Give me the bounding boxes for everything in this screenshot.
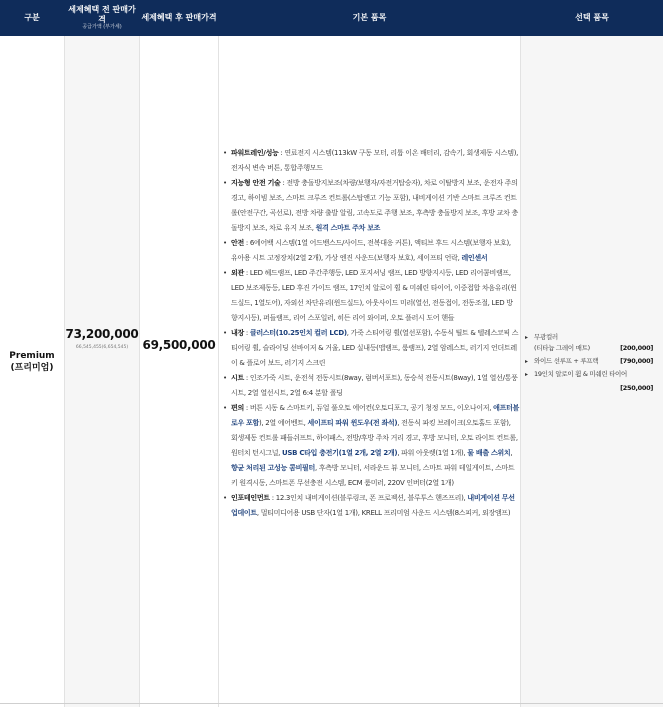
divider bbox=[218, 36, 219, 707]
basic-item-highlight: 물 배출 스위치 bbox=[467, 449, 511, 457]
bottom-rule bbox=[0, 703, 663, 704]
basic-item-text: : 6에어백 시스템(1열 어드밴스드/사이드, 전복대응 커튼), 액티브 후드 시스템(보행자 보호), 유아용 시트 고정장치(2열 2개), 가상 엔진 사운드(보행자 보호), 세이프티 언락, bbox=[231, 239, 511, 262]
basic-item-highlight: 애프터블로우 포함 bbox=[231, 404, 519, 427]
basic-item-text: , 멀티미디어용 USB 단자(1열 1개), KRELL 프리미엄 사운드 시스템(8스피커, 외장앰프) bbox=[256, 509, 511, 517]
divider bbox=[64, 36, 65, 707]
basic-item-text: : 인조가죽 시트, 운전석 전동시트(8way, 럼버서포트), 동승석 전동시트(8way), 1열 열선/통풍시트, 2열 열선시트, 2열 6:4 분할 폴딩 bbox=[231, 374, 518, 397]
basic-item-highlight: 클러스터(10.25인치 컬러 LCD) bbox=[249, 329, 347, 337]
basic-item-category: 시트 bbox=[231, 374, 244, 382]
basic-item-text: , 파워 아웃렛(1열 1개), bbox=[397, 449, 468, 457]
option-item bbox=[525, 369, 653, 394]
option-name: ▸ 19인치 알로이 휠 & 미쉐린 타이어 bbox=[534, 370, 628, 378]
basic-item bbox=[222, 146, 519, 176]
option-item bbox=[525, 332, 653, 354]
header-price-before-sub: 공급가액 (부가세) bbox=[82, 23, 122, 30]
option-price: [200,000] bbox=[620, 344, 653, 352]
divider bbox=[520, 36, 521, 707]
trim-name-ko: (프리미엄) bbox=[10, 363, 54, 374]
basic-item bbox=[222, 326, 519, 371]
basic-item-text: : 버튼 시동 & 스마트키, 듀얼 풀오토 에어컨(오토디포그, 공기 청정 모드, 이오나이저, bbox=[243, 404, 494, 412]
basic-item-category: 외관 bbox=[231, 269, 244, 277]
basic-item bbox=[222, 371, 519, 401]
trim-name-en: Premium bbox=[9, 351, 55, 361]
basic-item-highlight: 내비게이션 무선 업데이트 bbox=[231, 494, 515, 517]
basic-item-category: 지능형 안전 기술 bbox=[231, 179, 281, 187]
option-item bbox=[525, 356, 653, 367]
basic-item-text: , 후측방 모니터, 서라운드 뷰 모니터, 스마트 파워 테일게이트, 스마트키 원격시동, 스마트폰 무선충전 시스템, ECM 룸미러, 220V 인버터(2열 1개) bbox=[231, 464, 515, 487]
basic-item bbox=[222, 176, 519, 236]
header-price-after: 세제혜택 후 판매가격 bbox=[141, 13, 217, 23]
basic-item-highlight: USB C타입 충전기(1열 2개, 2열 2개) bbox=[282, 449, 398, 457]
basic-item-highlight: 원격 스마트 주차 보조 bbox=[315, 224, 381, 232]
option-price: [250,000] bbox=[620, 384, 653, 392]
basic-item bbox=[222, 401, 519, 491]
option-name: ▸ 무광컬러 bbox=[534, 333, 558, 341]
option-name: ▸ 와이드 선루프 + 루프랙 bbox=[534, 357, 599, 365]
option-detail: (티타늄 그레이 매트) bbox=[534, 344, 590, 352]
basic-item bbox=[222, 236, 519, 266]
header-trim: 구분 bbox=[24, 13, 40, 23]
basic-item-category: 파워트레인/성능 bbox=[231, 149, 279, 157]
basic-item-text: : LED 헤드램프, LED 주간주행등, LED 포지셔닝 램프, LED 방향지시등, LED 리어콤비램프, LED 보조제동등, LED 후진 가이드 램프, 17인치 알로이 휠 & 미쉐린 타이어, 이중접합 차음유리(윈드실드, 1열도어), 자외선 차단유리(윈드실드), 아웃사이드 미러(열선, 전동접이, 전동조절, LED 방향지시등), 퍼들램프, 리어 스포일러, 히든 리어 와이퍼, 오토 플러시 도어 핸들 bbox=[231, 269, 517, 322]
col-price-after bbox=[140, 36, 218, 707]
basic-item-text: , 전동식 파킹 브레이크(오토홀드 포함), 회생제동 컨트롤 패들쉬프트, 하이패스, 전방/후방 주차 거리 경고, 후방 모니터, 오토 라이트 컨트롤, 원터치 턴시그널, bbox=[231, 419, 518, 457]
header-price-before: 세제혜택 전 판매가격 공급가액 (부가세) bbox=[68, 5, 136, 30]
option-price: [790,000] bbox=[620, 357, 653, 365]
basic-item-highlight: 세이프티 파워 윈도우(전 좌석) bbox=[307, 419, 398, 427]
price-before-tax-breakdown: 66,545,455(6,654,545) bbox=[75, 345, 129, 350]
basic-item-text: : 연료전지 시스템(113kW 구동 모터, 리튬 이온 배터리, 감속기, 회생제동 시스템), 전자식 변속 버튼, 통합주행모드 bbox=[231, 149, 519, 172]
basic-item-text: : 전방 충돌방지보조(차량/보행자/자전거탑승자), 차로 이탈방지 보조, 운전자 주의 경고, 하이빔 보조, 스마트 크루즈 컨트롤(스탑앤고 기능 포함), 내비게이션 기반 스마트 크루즈 컨트롤(안전구간, 곡선로), 전방 차량 출발 알림, 고속도로 주행 보조, 후측방 충돌방지 보조, 후방 교차 충돌방지 보조, 차로 유지 보조, bbox=[231, 179, 518, 232]
basic-item-text: : bbox=[243, 329, 250, 337]
options-list bbox=[525, 332, 653, 396]
basic-item-highlight: 레인센서 bbox=[461, 254, 488, 262]
basic-item-text: , 가죽 스티어링 휠(열선포함), 수동식 틸트 & 텔레스코픽 스티어링 휠, 슬라이딩 선바이저 & 거울, LED 실내등(맵램프, 룸램프), 2열 암레스트, 러기지 언더트레이 & 플로어 보드, 러기지 스크린 bbox=[231, 329, 519, 367]
basic-item bbox=[222, 266, 519, 326]
basic-item-category: 안전 bbox=[231, 239, 244, 247]
price-before-tax: 73,200,000 bbox=[65, 327, 139, 341]
trim-name bbox=[0, 350, 64, 374]
basic-item-text: , bbox=[510, 449, 513, 457]
basic-item-text: ), 2열 에어벤트, bbox=[259, 419, 308, 427]
header-options: 선택 품목 bbox=[575, 13, 609, 23]
divider bbox=[139, 36, 140, 707]
basic-items-list bbox=[222, 146, 519, 521]
basic-item bbox=[222, 491, 519, 521]
basic-item-highlight: 향균 처리된 고성능 콤비필터 bbox=[231, 464, 315, 472]
basic-item-category: 인포테인먼트 bbox=[231, 494, 270, 502]
table-header bbox=[0, 0, 663, 36]
price-after-tax: 69,500,000 bbox=[142, 338, 216, 352]
basic-item-category: 내장 bbox=[231, 329, 244, 337]
header-basic-items: 기본 품목 bbox=[352, 13, 387, 23]
basic-item-category: 편의 bbox=[231, 404, 244, 412]
col-price-before bbox=[65, 36, 139, 707]
basic-item-text: : 12.3인치 내비게이션(블루링크, 폰 프로젝션, 블루투스 핸즈프리), bbox=[269, 494, 468, 502]
